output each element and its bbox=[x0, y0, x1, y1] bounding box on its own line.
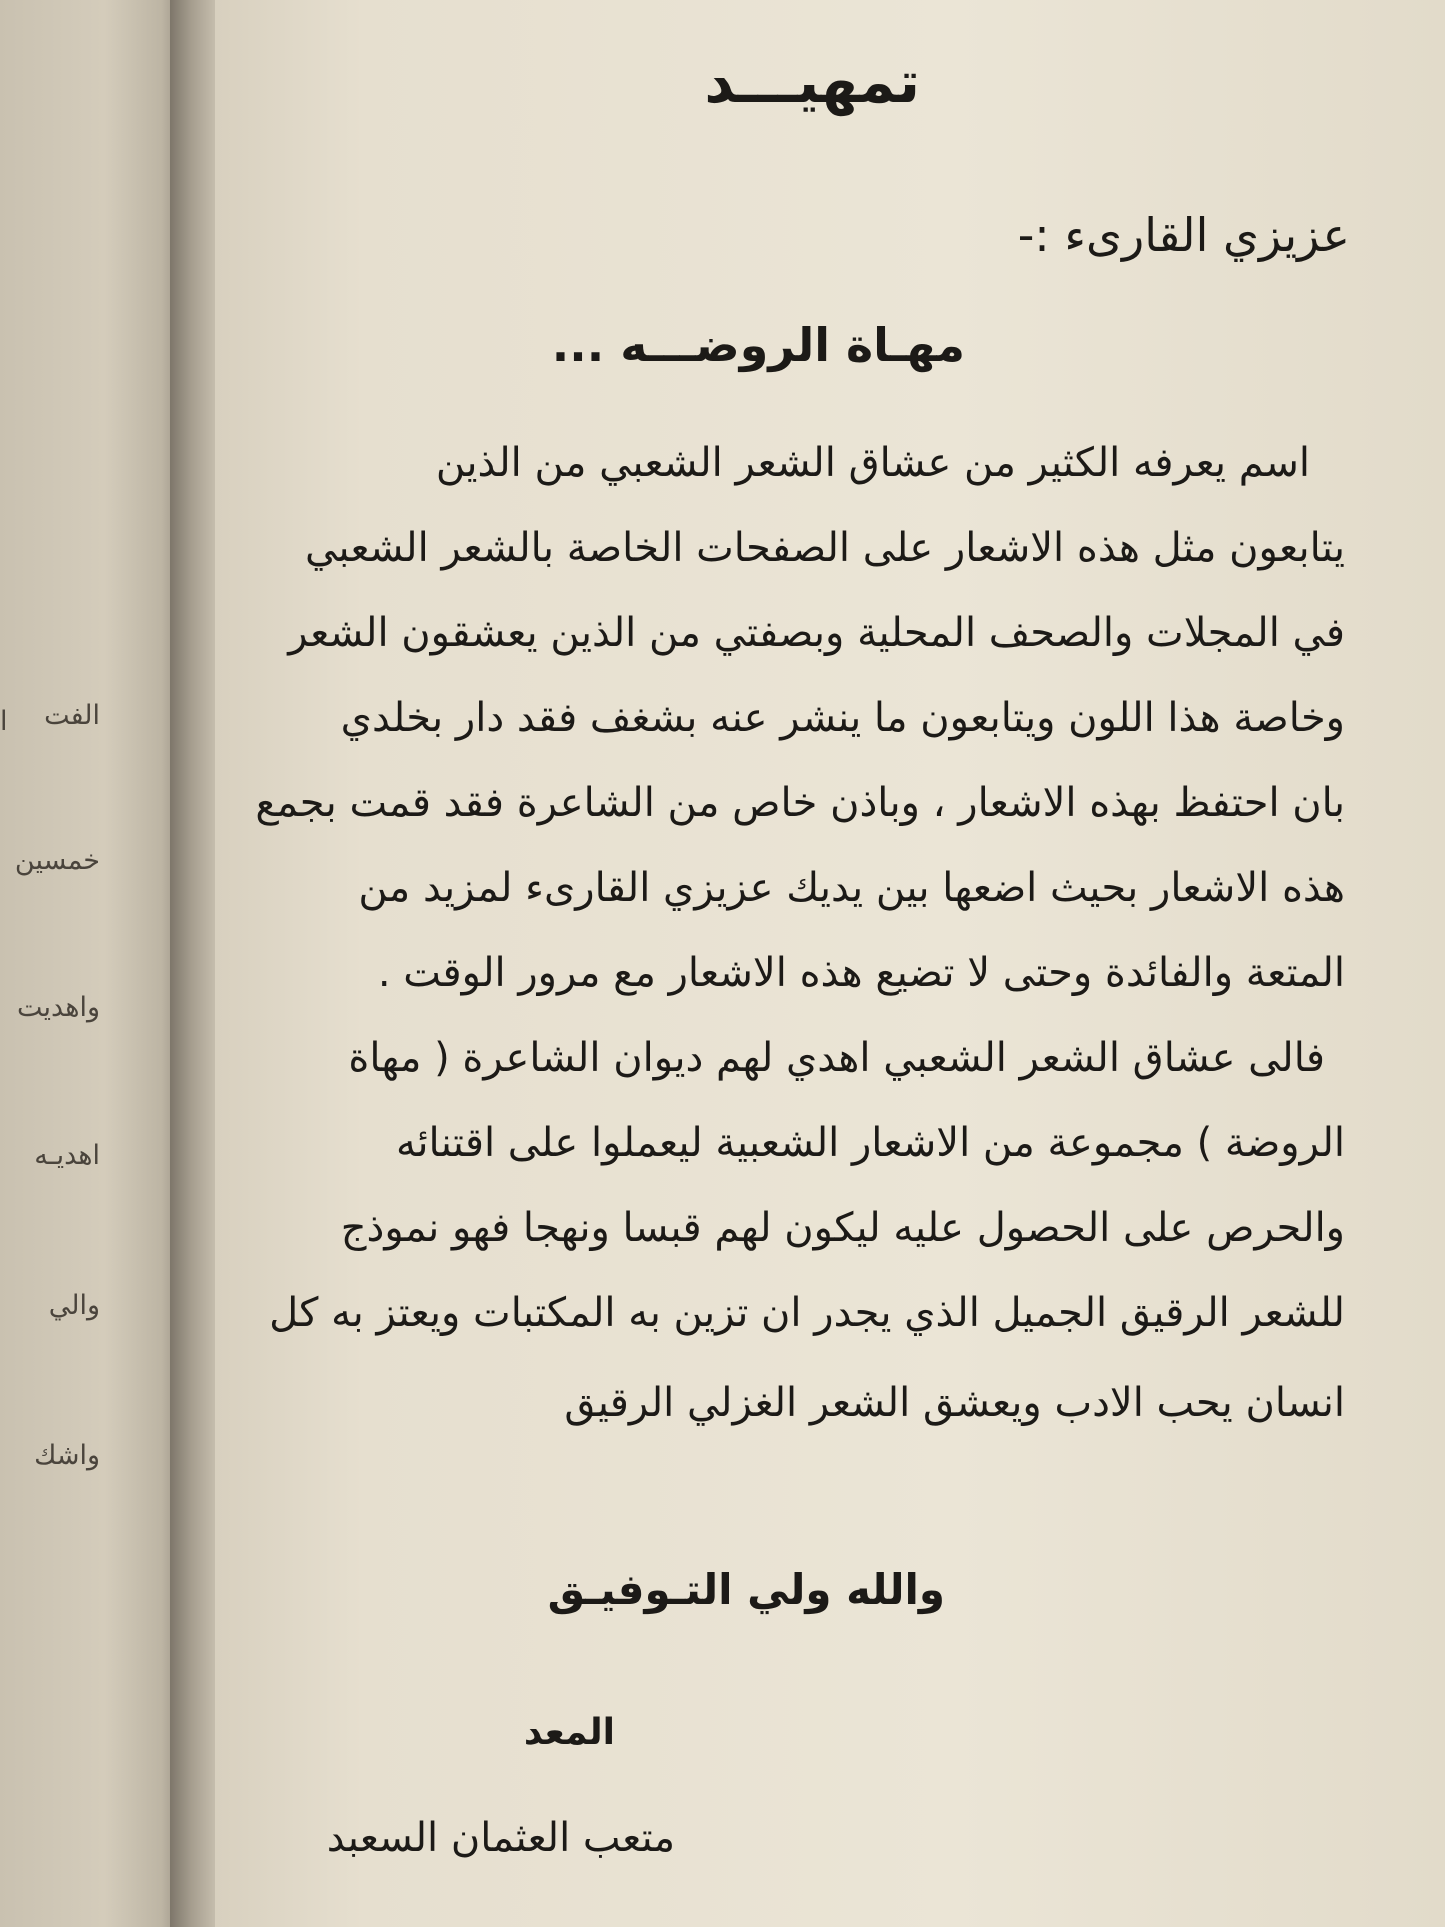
preparer-name: متعب العثمان السعبد bbox=[326, 1815, 675, 1861]
left-page-line: واهديت bbox=[17, 992, 100, 1023]
paragraph-line: الروضة ) مجموعة من الاشعار الشعبية ليعملوا على اقتنائه bbox=[395, 1120, 1345, 1166]
left-facing-page bbox=[0, 0, 190, 1927]
paragraph-line: يتابعون مثل هذه الاشعار على الصفحات الخاصة بالشعر الشعبي bbox=[305, 525, 1345, 571]
preparer-label: المعد bbox=[523, 1712, 615, 1753]
closing-phrase: والله ولي التـوفيـق bbox=[547, 1565, 945, 1614]
paragraph-line: انسان يحب الادب ويعشق الشعر الغزلي الرقيق bbox=[564, 1380, 1345, 1426]
poet-name-heading: مهـاة الروضـــه ... bbox=[551, 318, 965, 372]
paragraph-line: في المجلات والصحف المحلية وبصفتي من الذين يعشقون الشعر bbox=[288, 610, 1345, 656]
left-page-line: الفت bbox=[44, 700, 100, 731]
paragraph-line: والحرص على الحصول عليه ليكون لهم قبسا ونهجا فهو نموذج bbox=[340, 1205, 1345, 1251]
paragraph-line: وخاصة هذا اللون ويتابعون ما ينشر عنه بشغف فقد دار بخلدي bbox=[340, 695, 1345, 741]
greeting-heading: عزيزي القارىء :- bbox=[1017, 208, 1350, 262]
paragraph-line: بان احتفظ بهذه الاشعار ، وباذن خاص من الشاعرة فقد قمت بجمع bbox=[255, 780, 1345, 826]
left-page-line: خمسين bbox=[14, 845, 100, 876]
paragraph-line: هذه الاشعار بحيث اضعها بين يديك عزيزي القارىء لمزيد من bbox=[358, 865, 1345, 911]
main-page bbox=[215, 0, 1445, 1927]
paragraph-line: المتعة والفائدة وحتى لا تضيع هذه الاشعار مع مرور الوقت . bbox=[377, 950, 1345, 996]
left-page-line: اهديـه bbox=[34, 1140, 100, 1171]
paragraph-line: للشعر الرقيق الجميل الذي يجدر ان تزين به المكتبات ويعتز به كل bbox=[269, 1290, 1345, 1336]
left-page-line: واشك bbox=[34, 1440, 100, 1471]
left-page-fragment: ا bbox=[0, 706, 8, 737]
paragraph-line: فالى عشاق الشعر الشعبي اهدي لهم ديوان الشاعرة ( مهاة bbox=[348, 1035, 1325, 1081]
left-page-line: والي bbox=[48, 1290, 100, 1321]
paragraph-line: اسم يعرفه الكثير من عشاق الشعر الشعبي من الذين bbox=[435, 440, 1310, 486]
page-title: تمهيـــد bbox=[704, 48, 920, 116]
